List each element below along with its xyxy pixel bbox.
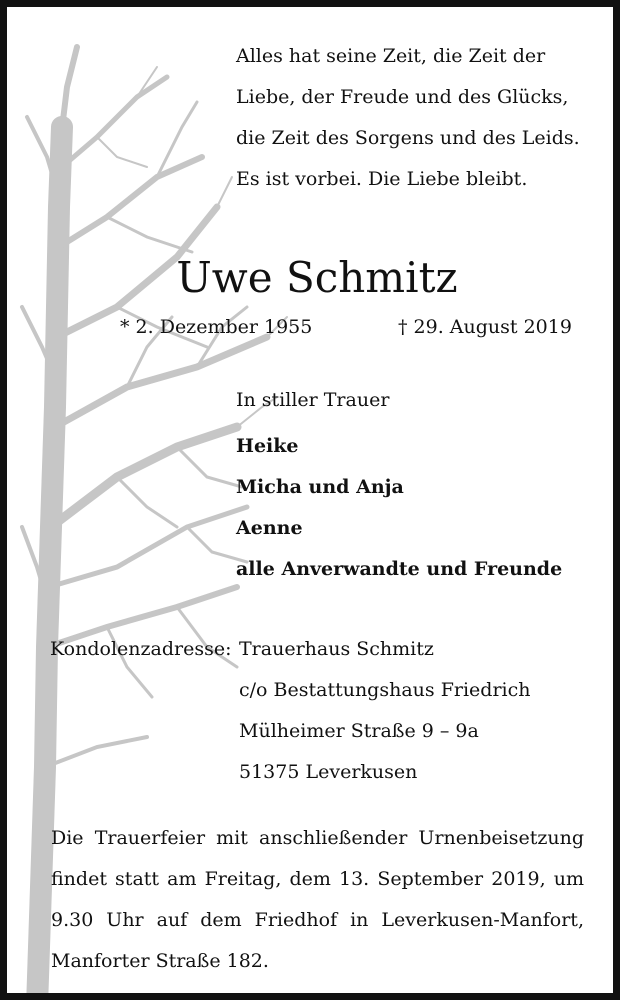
tree-silhouette-image (7, 7, 620, 1000)
poem-line: die Zeit des Sorgens und des Leids. (236, 127, 580, 149)
condolence-address-line: 51375 Leverkusen (239, 761, 418, 783)
ceremony-line: 9.30 Uhr auf dem Friedhof in Leverkusen-Manfort, (51, 909, 584, 931)
mourner-name: Heike (236, 435, 299, 457)
ceremony-line: Die Trauerfeier mit anschließender Urnenbeisetzung (51, 827, 584, 849)
mourning-intro: In stiller Trauer (236, 389, 390, 411)
condolence-address-line: Mülheimer Straße 9 – 9a (239, 720, 479, 742)
mourner-name: Micha und Anja (236, 476, 404, 498)
ceremony-line: Manforter Straße 182. (51, 950, 269, 972)
condolence-address-line: c/o Bestattungshaus Friedrich (239, 679, 531, 701)
birth-date: * 2. Dezember 1955 (120, 316, 313, 338)
death-date: † 29. August 2019 (398, 316, 572, 338)
mourner-name: Aenne (236, 517, 303, 539)
poem-line: Alles hat seine Zeit, die Zeit der (236, 45, 546, 67)
poem-line: Liebe, der Freude und des Glücks, (236, 86, 569, 108)
ceremony-line: findet statt am Freitag, dem 13. September 2019, um (51, 868, 584, 890)
condolence-label: Kondolenzadresse: (50, 638, 232, 660)
poem-line: Es ist vorbei. Die Liebe bleibt. (236, 168, 528, 190)
mourner-name: alle Anverwandte und Freunde (236, 558, 563, 580)
deceased-name: Uwe Schmitz (176, 253, 458, 302)
condolence-address-line: Trauerhaus Schmitz (239, 638, 434, 660)
